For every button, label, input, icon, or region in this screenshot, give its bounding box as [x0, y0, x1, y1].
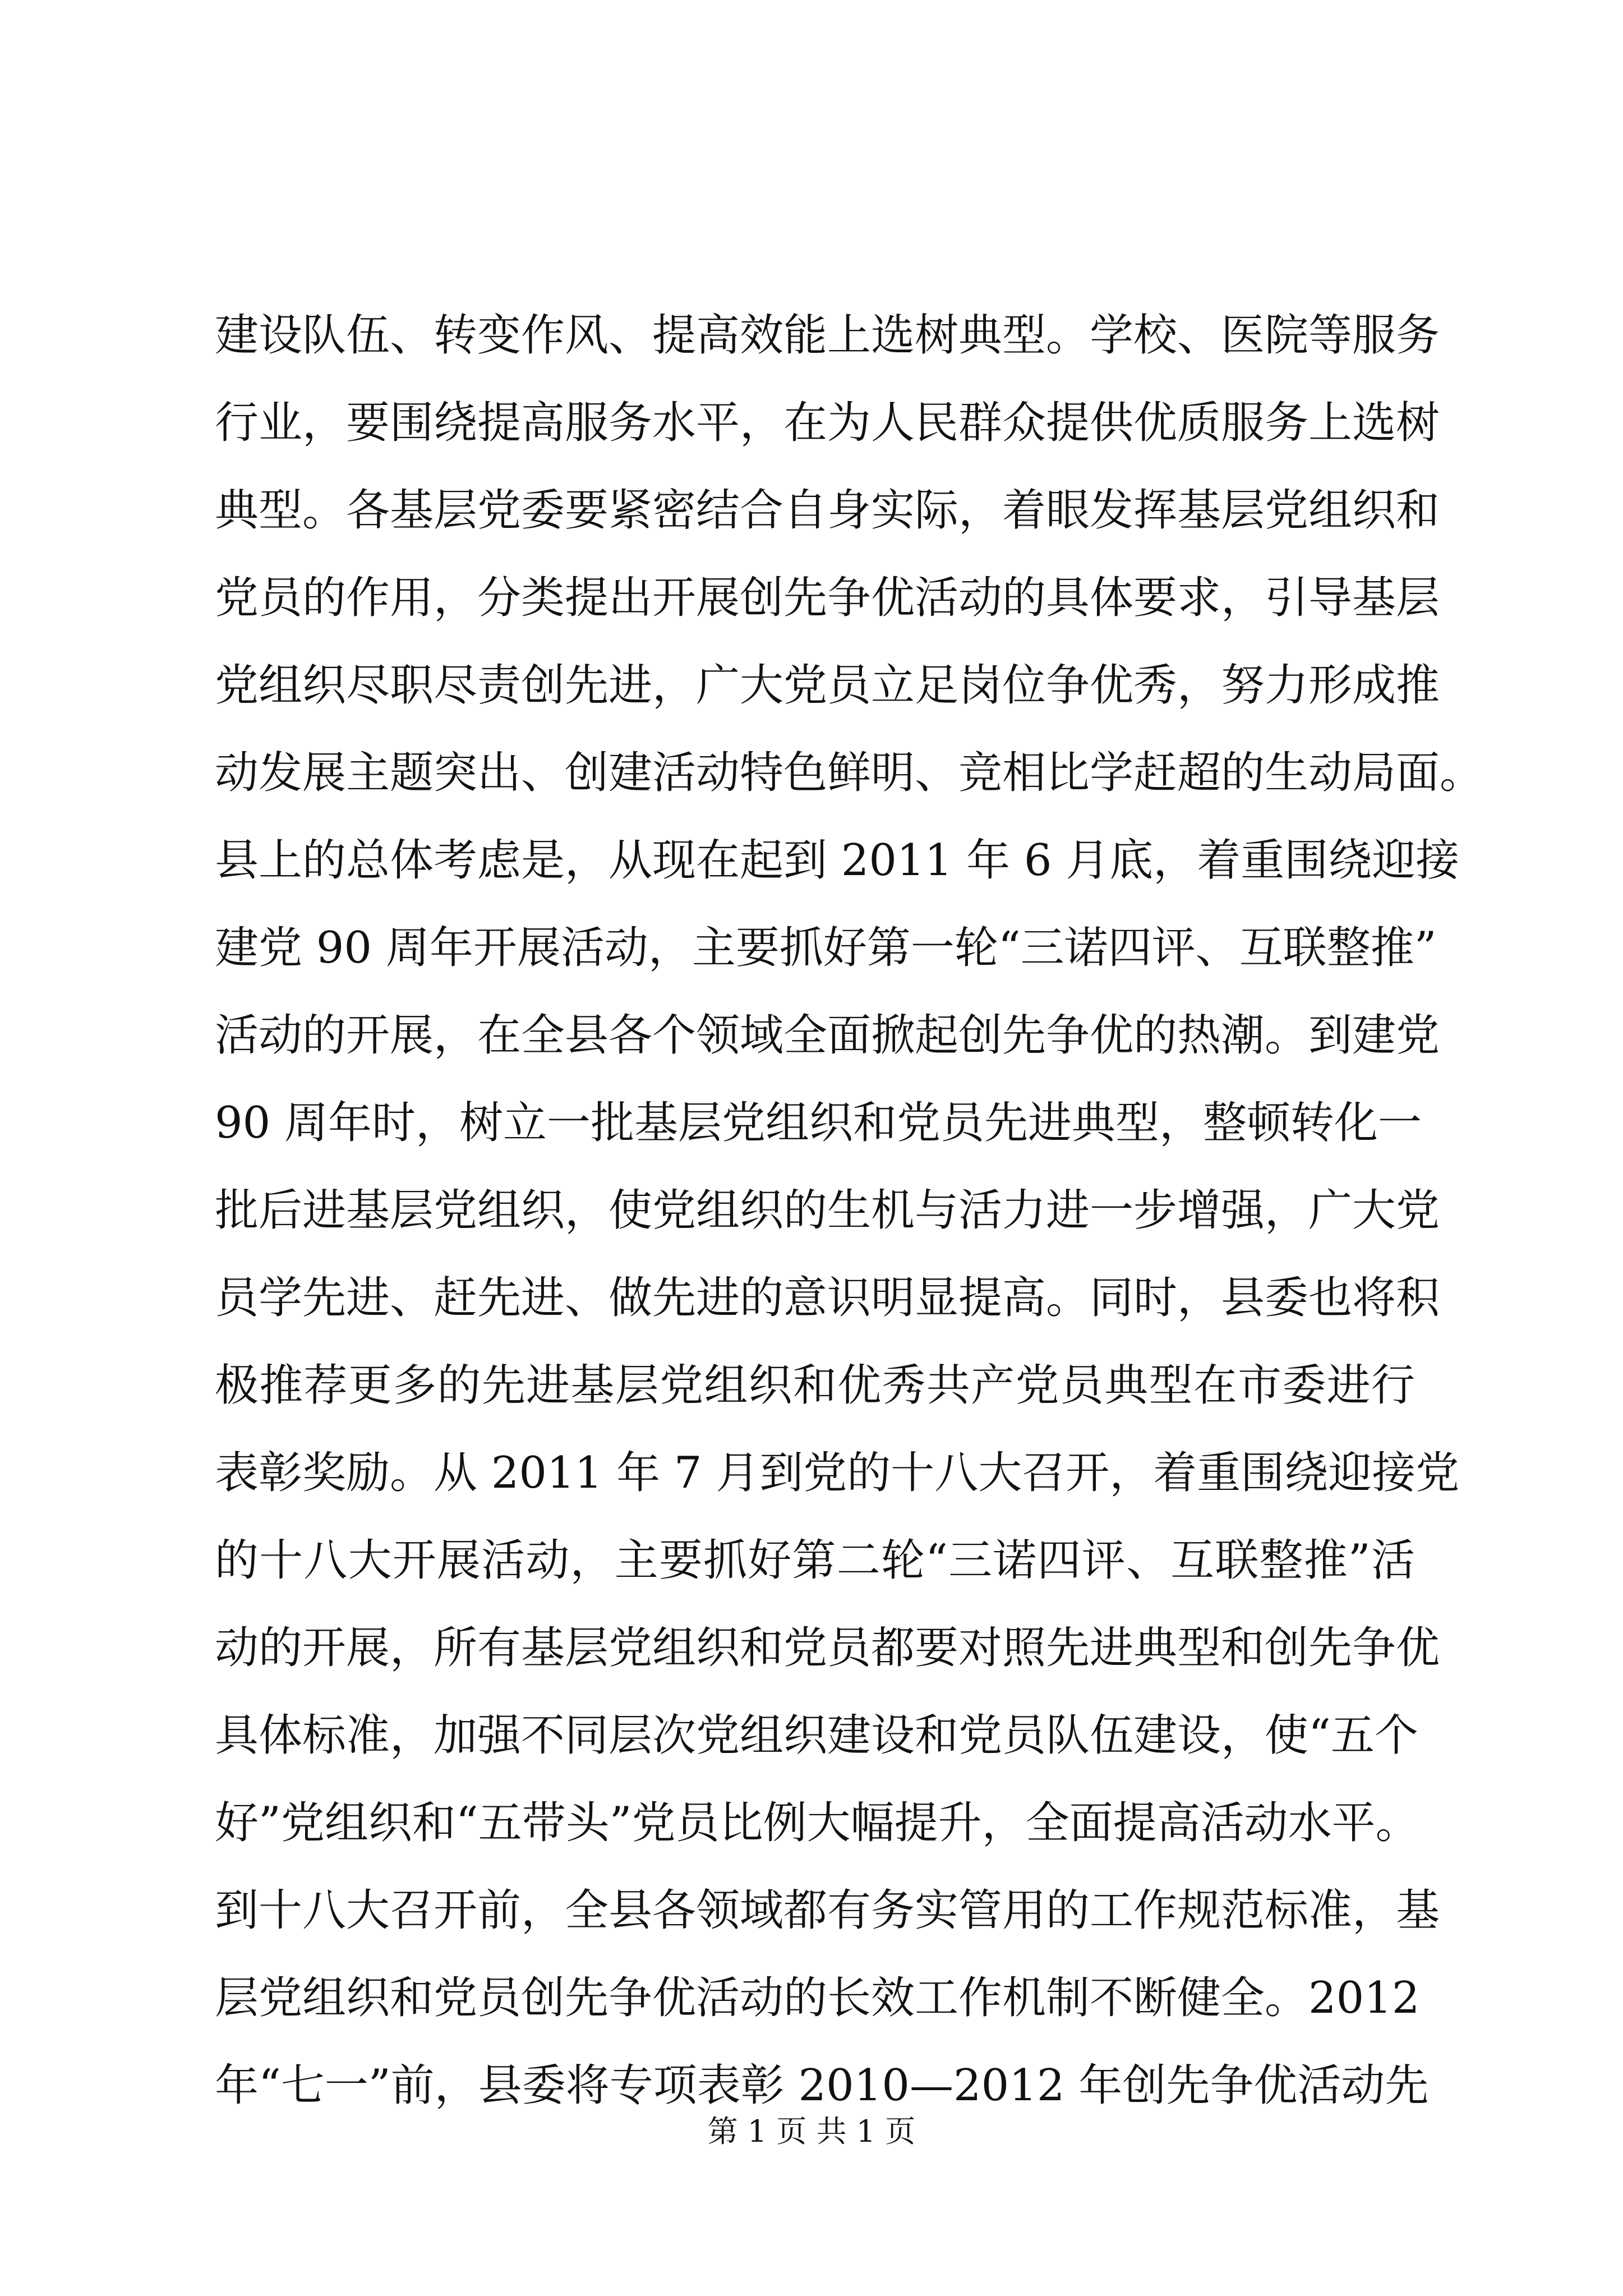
text-line: 县上的总体考虑是，从现在起到 2011 年 6 月底，着重围绕迎接	[215, 835, 1460, 886]
text-line: 层党组织和党员创先争优活动的长效工作机制不断健全。2012	[215, 1973, 1420, 2023]
text-line: 党组织尽职尽责创先进，广大党员立足岗位争优秀，努力形成推	[215, 660, 1440, 711]
text-line: 员学先进、赶先进、做先进的意识明显提高。同时，县委也将积	[215, 1273, 1440, 1323]
text-line: 行业，要围绕提高服务水平，在为人民群众提供优质服务上选树	[215, 398, 1440, 448]
text-line: 典型。各基层党委要紧密结合自身实际，着眼发挥基层党组织和	[215, 485, 1440, 536]
page-number: 第 1 页 共 1 页	[707, 2114, 916, 2149]
text-line: 建设队伍、转变作风、提高效能上选树典型。学校、医院等服务	[215, 310, 1440, 361]
text-line: 极推荐更多的先进基层党组织和优秀共产党员典型在市委进行	[215, 1360, 1415, 1411]
text-line: 动的开展，所有基层党组织和党员都要对照先进典型和创先争优	[215, 1623, 1440, 1673]
text-line: 表彰奖励。从 2011 年 7 月到党的十八大召开，着重围绕迎接党	[215, 1448, 1460, 1498]
text-line: 的十八大开展活动，主要抓好第二轮“三诺四评、互联整推”活	[215, 1535, 1415, 1586]
text-line: 到十八大召开前，全县各领域都有务实管用的工作规范标准，基	[215, 1885, 1440, 1936]
text-line: 建党 90 周年开展活动，主要抓好第一轮“三诺四评、互联整推”	[215, 923, 1437, 973]
text-line: 党员的作用，分类提出开展创先争优活动的具体要求，引导基层	[215, 573, 1440, 623]
text-line: 好”党组织和“五带头”党员比例大幅提升，全面提高活动水平。	[215, 1798, 1419, 1848]
text-line: 活动的开展，在全县各个领域全面掀起创先争优的热潮。到建党	[215, 1010, 1440, 1061]
text-line: 动发展主题突出、创建活动特色鲜明、竞相比学赶超的生动局面。	[215, 748, 1484, 798]
text-line: 年“七一”前，县委将专项表彰 2010—2012 年创先争优活动先	[215, 2060, 1429, 2111]
text-line: 90 周年时，树立一批基层党组织和党员先进典型，整顿转化一	[215, 1098, 1422, 1148]
text-line: 批后进基层党组织，使党组织的生机与活力进一步增强，广大党	[215, 1185, 1440, 1236]
text-line: 具体标准，加强不同层次党组织建设和党员队伍建设，使“五个	[215, 1710, 1418, 1761]
page-footer	[0, 2109, 1623, 2154]
